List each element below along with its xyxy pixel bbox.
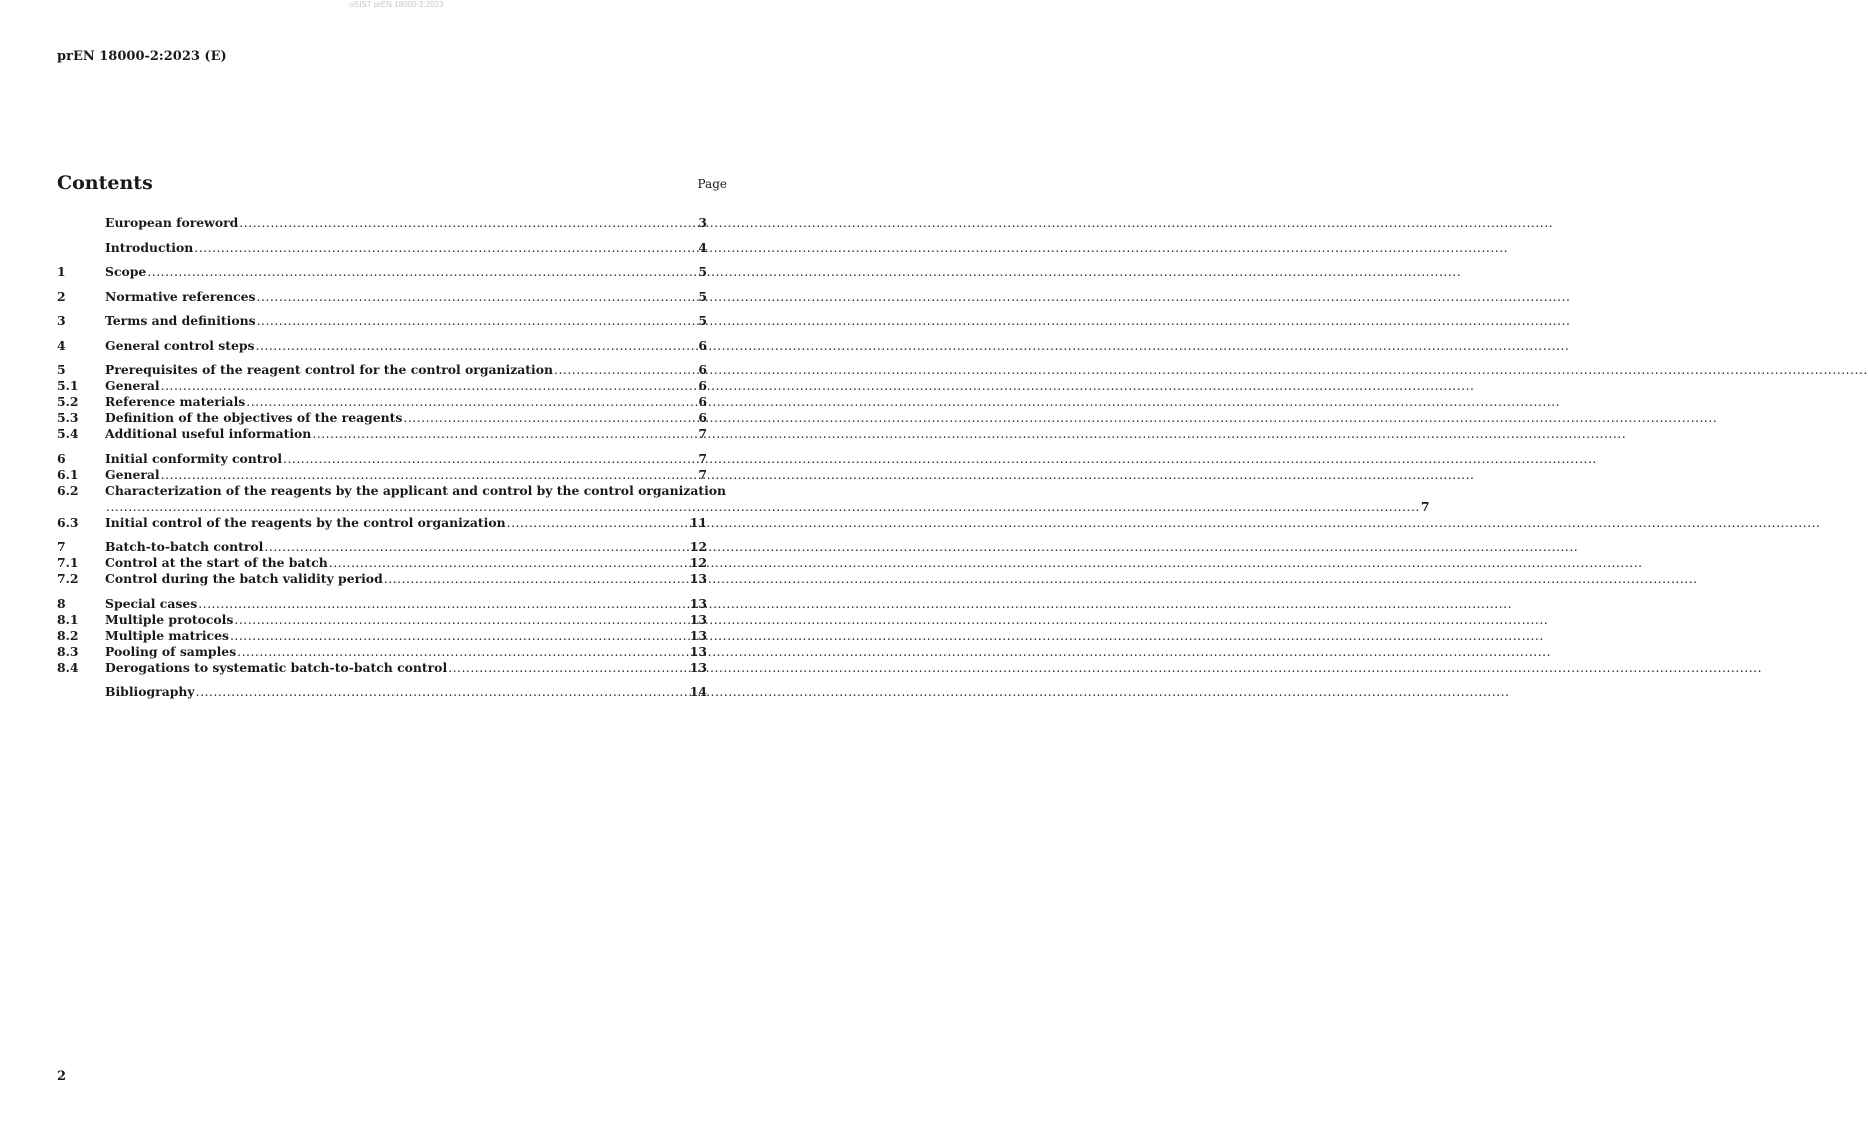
toc-dot-leader [239, 215, 697, 231]
toc-entry-number: 1 [57, 264, 66, 279]
toc-entry-title: Introduction [105, 239, 194, 255]
toc-entry[interactable] [57, 215, 707, 231]
toc-entry-page: 3 [698, 215, 707, 230]
toc-entry-page: 14 [689, 684, 707, 699]
toc-dot-leader [403, 410, 697, 426]
toc-entry-page: 13 [689, 611, 707, 627]
toc-entry[interactable] [57, 628, 707, 644]
toc-dot-leader [161, 467, 698, 483]
toc-entry[interactable] [57, 313, 707, 329]
toc-dot-leader [194, 240, 697, 256]
toc-group [57, 596, 707, 676]
toc-dot-leader [161, 378, 698, 394]
contents-heading: Contents [57, 172, 153, 194]
toc-entry-number: 6.1 [57, 466, 79, 482]
toc-dot-leader [246, 394, 697, 410]
toc-entry-title: Control during the batch validity period [105, 571, 383, 586]
toc-entry-title: Scope [105, 264, 147, 279]
toc-entry[interactable] [57, 555, 707, 571]
toc-entry-number: 5.3 [57, 410, 79, 425]
toc-entry-page: 6 [698, 410, 707, 425]
toc-entry[interactable] [57, 362, 707, 378]
toc-dot-leader [198, 596, 689, 612]
toc-entry-number: 8.4 [57, 659, 79, 675]
toc-group [57, 362, 707, 442]
toc-entry[interactable] [57, 684, 707, 700]
toc-entry-number: 5.4 [57, 426, 79, 441]
toc-entry-title: Control at the start of the batch [105, 555, 328, 570]
toc-group [57, 450, 1430, 531]
toc-entry[interactable] [57, 289, 707, 305]
toc-entry[interactable] [57, 410, 707, 426]
toc-entry-title: European foreword [105, 215, 239, 230]
toc-entry-number: 3 [57, 313, 66, 328]
toc-entry[interactable] [57, 612, 707, 628]
toc-dot-leader [147, 264, 697, 280]
toc-entry-title: Multiple protocols [105, 611, 234, 627]
toc-group [57, 313, 707, 329]
toc-entry[interactable] [57, 571, 707, 587]
toc-entry-body [105, 483, 1429, 515]
toc-entry-page: 7 [1420, 498, 1430, 514]
toc-dot-leader [257, 289, 698, 305]
toc-entry[interactable] [57, 515, 707, 531]
page-number: 2 [57, 1069, 67, 1084]
toc-dot-leader [448, 660, 689, 676]
toc-entry-title: General [105, 378, 160, 393]
toc-entry-page: 7 [698, 450, 707, 466]
toc-entry[interactable] [57, 539, 707, 555]
toc-entry-title: Batch-to-batch control [105, 539, 264, 554]
toc-dot-leader [554, 362, 697, 378]
toc-entry-title: Definition of the objectives of the reagents [105, 410, 403, 425]
toc-group [57, 215, 707, 231]
toc-entry[interactable] [57, 467, 707, 483]
toc-dot-leader [257, 313, 698, 329]
toc-entry-title: Additional useful information [105, 426, 312, 441]
toc-entry-title: General [105, 466, 160, 482]
toc-dot-leader [256, 338, 698, 354]
toc-group [57, 240, 707, 256]
toc-entry-page: 13 [689, 643, 707, 659]
toc-entry[interactable] [57, 240, 707, 256]
toc-entry[interactable] [57, 451, 707, 467]
toc-entry-number: 6.2 [57, 482, 79, 498]
watermark: oSIST prEN 18000-2:2023 [349, 0, 444, 9]
toc-entry-title: Pooling of samples [105, 643, 237, 659]
toc-entry-page: 4 [698, 239, 707, 255]
toc-entry-number: 5.2 [57, 394, 79, 409]
toc-entry-number: 7.2 [57, 571, 79, 586]
toc-entry-page: 13 [689, 627, 707, 643]
toc-entry-title: Terms and definitions [105, 313, 256, 328]
toc-entry-page: 7 [698, 426, 707, 441]
toc-dot-leader [329, 555, 689, 571]
toc-group [57, 539, 707, 587]
toc-entry-page: 6 [698, 394, 707, 409]
toc-entry-page: 5 [698, 288, 707, 304]
toc-entry-number: 6 [57, 450, 66, 466]
toc-entry-page: 12 [689, 555, 707, 570]
toc-entry-title: Characterization of the reagents by the applicant and control by the control organization [105, 482, 727, 498]
page-column-label: Page [697, 177, 727, 191]
toc-entry-number: 6.3 [57, 514, 79, 530]
toc-entry-number: 8.1 [57, 611, 79, 627]
toc-entry-page: 13 [689, 571, 707, 586]
toc-entry[interactable] [57, 264, 707, 280]
toc-dot-leader [106, 499, 1420, 515]
toc-entry-page: 13 [689, 595, 707, 611]
toc-entry-page: 5 [698, 313, 707, 328]
toc-entry[interactable] [57, 378, 707, 394]
toc-entry-number: 5.1 [57, 378, 79, 393]
toc-entry-title: Derogations to systematic batch-to-batch control [105, 659, 448, 675]
toc-entry-number: 8.2 [57, 627, 79, 643]
toc-dot-leader [507, 515, 689, 531]
toc-entry-page: 7 [698, 466, 707, 482]
toc-dot-leader [234, 612, 688, 628]
toc-dot-leader [283, 451, 697, 467]
toc-entry-title: Reference materials [105, 394, 246, 409]
toc-dot-leader [237, 644, 689, 660]
toc-entry-number: 7 [57, 539, 66, 554]
toc-entry-page: 6 [698, 378, 707, 393]
toc-entry-title: Initial conformity control [105, 450, 283, 466]
toc-entry[interactable] [57, 338, 707, 354]
toc-entry[interactable] [57, 660, 707, 676]
toc-dot-leader [196, 684, 689, 700]
toc-dot-leader [312, 426, 697, 442]
toc-entry-page: 13 [689, 659, 707, 675]
toc-group [57, 338, 707, 354]
toc-entry[interactable] [57, 482, 1430, 515]
toc-group [57, 684, 707, 700]
toc-group [57, 264, 707, 280]
toc-entry-title: Prerequisites of the reagent control for the control organization [105, 362, 554, 377]
toc-entry-number: 8 [57, 595, 66, 611]
toc-entry-number: 5 [57, 362, 66, 377]
toc-entry-page: 5 [698, 264, 707, 279]
toc-group [57, 289, 707, 305]
toc-entry-title: Initial control of the reagents by the control organization [105, 514, 506, 530]
toc-entry-page: 6 [698, 337, 707, 353]
toc-entry-page: 11 [689, 514, 707, 530]
toc-entry[interactable] [57, 394, 707, 410]
toc-entry-continuation [105, 499, 1429, 515]
toc-entry-title: General control steps [105, 337, 255, 353]
toc-entry-number: 7.1 [57, 555, 79, 570]
toc-entry[interactable] [57, 596, 707, 612]
toc-entry-title: Bibliography [105, 684, 195, 699]
toc-entry-number: 8.3 [57, 643, 79, 659]
toc-entry[interactable] [57, 644, 707, 660]
toc-entry-title: Normative references [105, 288, 256, 304]
toc-entry-number: 4 [57, 337, 66, 353]
toc-entry-page: 12 [689, 539, 707, 554]
document-id: prEN 18000-2:2023 (E) [57, 49, 227, 64]
toc-entry-page: 6 [698, 362, 707, 377]
toc-dot-leader [230, 628, 689, 644]
toc-dot-leader [264, 539, 688, 555]
toc-entry[interactable] [57, 426, 707, 442]
toc-dot-leader [384, 571, 689, 587]
toc-entry-title: Special cases [105, 595, 198, 611]
toc-entry-number: 2 [57, 288, 66, 304]
toc-entry-title: Multiple matrices [105, 627, 229, 643]
table-of-contents [57, 215, 1430, 709]
